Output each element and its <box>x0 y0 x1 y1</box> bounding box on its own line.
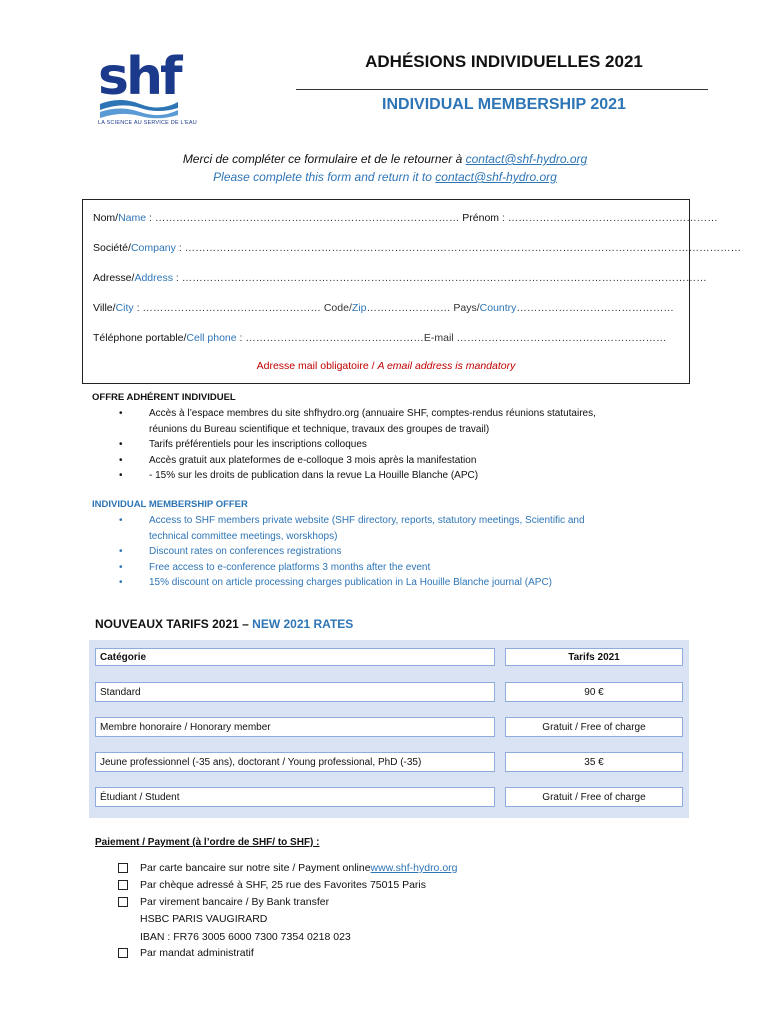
phone-label-en: Cell phone <box>186 332 237 344</box>
bullet-icon: • <box>119 577 123 588</box>
payment-option-card[interactable] <box>118 862 458 874</box>
rates-title-fr: NOUVEAUX TARIFS 2021 – <box>95 617 253 631</box>
bullet-icon: • <box>119 454 123 466</box>
website-link[interactable]: www.shf-hydro.org <box>370 862 458 874</box>
table-row-price: 35 € <box>505 752 683 772</box>
payment-title: Paiement / Payment (à l’ordre de SHF/ to SHF) : <box>95 837 320 848</box>
name-row[interactable] <box>93 212 718 224</box>
list-item-text: - 15% sur les droits de publication dans la revue La Houille Blanche (APC) <box>149 470 479 481</box>
name-label-en: Name <box>118 212 147 224</box>
payment-mandate-text: Par mandat administratif <box>140 947 254 959</box>
list-item <box>92 544 682 560</box>
svg-text:shf: shf <box>98 47 180 107</box>
bullet-icon: • <box>119 408 123 419</box>
zip-field[interactable]: …………………… Pays/ <box>366 302 480 314</box>
page-title-en: INDIVIDUAL MEMBERSHIP 2021 <box>382 96 626 113</box>
payment-card-text: Par carte bancaire sur notre site / Payment online <box>140 862 371 874</box>
payment-cheque-text: Par chèque adressé à SHF, 25 rue des Favorites 75015 Paris <box>140 879 426 891</box>
bullet-icon: • <box>119 439 123 450</box>
company-field[interactable]: : …………………………………………………………………………………………………………………………………………… <box>175 242 742 254</box>
list-item-text: technical committee meetings, worskhops) <box>149 530 338 542</box>
list-item <box>92 529 682 545</box>
title-divider <box>296 89 708 90</box>
phone-row[interactable] <box>93 332 683 344</box>
list-item <box>92 453 682 469</box>
address-label-en: Address <box>134 272 173 284</box>
phone-email-field[interactable]: : ……………………………………………E-mail …………………………………………………… <box>236 332 667 344</box>
list-item <box>92 513 682 529</box>
table-row-price: Gratuit / Free of charge <box>505 717 683 737</box>
list-item <box>92 406 682 422</box>
member-form <box>82 199 742 384</box>
mandatory-note-fr: Adresse mail obligatoire / <box>256 360 378 372</box>
table-row-price: Gratuit / Free of charge <box>505 787 683 807</box>
phone-label: Téléphone portable/ <box>93 332 187 344</box>
intro-fr-text: Merci de compléter ce formulaire et de le retourner à <box>182 152 466 166</box>
mandatory-note <box>83 360 689 372</box>
first-name-field[interactable]: : …………………………………………………… <box>499 212 718 224</box>
logo-tagline: LA SCIENCE AU SERVICE DE L'EAU <box>98 120 197 126</box>
bank-iban: IBAN : FR76 3005 6000 7300 7354 0218 023 <box>140 931 351 943</box>
offer-fr-title: OFFRE ADHÉRENT INDIVIDUEL <box>92 392 236 403</box>
list-item-text: Free access to e-conference platforms 3 months after the event <box>149 561 431 573</box>
address-row[interactable] <box>93 272 707 284</box>
address-label: Adresse/ <box>93 272 135 284</box>
list-item-text: Accès gratuit aux plateformes de e-colloque 3 mois après la manifestation <box>149 454 477 466</box>
list-item <box>92 468 682 484</box>
payment-transfer-text: Par virement bancaire / By Bank transfer <box>140 896 330 908</box>
list-item <box>92 437 682 453</box>
checkbox-icon[interactable] <box>118 948 128 958</box>
payment-option-cheque[interactable] <box>118 879 426 891</box>
city-label-en: City <box>115 302 134 314</box>
rates-title-en: NEW 2021 RATES <box>252 617 354 631</box>
intro-en-text: Please complete this form and return it to <box>213 170 436 184</box>
list-item-text: réunions du Bureau scientifique et technique, travaux des groupes de travail) <box>149 423 490 435</box>
checkbox-icon[interactable] <box>118 897 128 907</box>
rates-title <box>95 617 353 631</box>
table-row-category: Membre honoraire / Honorary member <box>95 717 495 737</box>
mandatory-note-en: A email address is mandatory <box>377 360 516 372</box>
company-label: Société/ <box>93 242 131 254</box>
name-label: Nom/ <box>93 212 119 224</box>
city-row[interactable] <box>93 302 683 314</box>
bullet-icon: • <box>119 470 123 481</box>
offer-fr-list <box>92 406 682 484</box>
company-row[interactable] <box>93 242 742 254</box>
city-field[interactable]: : …………………………………………… Code/ <box>133 302 352 314</box>
table-row-category: Étudiant / Student <box>95 787 495 807</box>
table-row-category: Jeune professionnel (-35 ans), doctorant / Young professional, PhD (-35) <box>95 752 495 772</box>
contact-email-link[interactable]: contact@shf-hydro.org <box>465 152 588 166</box>
list-item <box>92 575 682 591</box>
name-field[interactable]: : …………………………………………………………………………… <box>146 212 463 224</box>
shf-logo <box>96 44 180 132</box>
payment-option-mandate[interactable] <box>118 947 254 959</box>
country-label-en: Country <box>479 302 517 314</box>
bank-name: HSBC PARIS VAUGIRARD <box>140 913 268 925</box>
list-item <box>92 422 682 438</box>
intro-fr <box>80 152 690 166</box>
bullet-icon: • <box>119 561 123 573</box>
contact-email-link-en[interactable]: contact@shf-hydro.org <box>435 170 557 184</box>
address-field[interactable]: : …………………………………………………………………………………………………………………………………… <box>172 272 707 284</box>
city-label: Ville/ <box>93 302 116 314</box>
table-row-price: 90 € <box>505 682 683 702</box>
header-price: Tarifs 2021 <box>505 648 683 666</box>
rates-table <box>89 640 689 818</box>
offer-en-list <box>92 513 682 591</box>
checkbox-icon[interactable] <box>118 863 128 873</box>
country-field[interactable]: ……………………………………… <box>516 302 674 314</box>
header-category: Catégorie <box>95 648 495 666</box>
intro-en <box>80 170 690 184</box>
first-name-label: Prénom <box>462 212 500 224</box>
offer-en-title: INDIVIDUAL MEMBERSHIP OFFER <box>92 499 248 510</box>
checkbox-icon[interactable] <box>118 880 128 890</box>
list-item-text: Access to SHF members private website (SHF directory, reports, statutory meetings, Scientific and <box>149 515 585 526</box>
list-item-text: 15% discount on article processing charges publication in La Houille Blanche journal (APC) <box>149 577 553 588</box>
bullet-icon: • <box>119 546 123 557</box>
list-item-text: Discount rates on conferences registrations <box>149 546 342 557</box>
list-item <box>92 560 682 576</box>
list-item-text: Accès à l’espace membres du site shfhydro.org (annuaire SHF, comptes-rendus réunions statutaires, <box>149 408 596 419</box>
list-item-text: Tarifs préférentiels pour les inscriptions colloques <box>149 439 367 450</box>
page-title-fr: ADHÉSIONS INDIVIDUELLES 2021 <box>365 52 643 71</box>
table-row-category: Standard <box>95 682 495 702</box>
bullet-icon: • <box>119 515 123 526</box>
payment-option-transfer[interactable] <box>118 896 329 908</box>
zip-label-en: Zip <box>351 302 367 314</box>
company-label-en: Company <box>130 242 176 254</box>
